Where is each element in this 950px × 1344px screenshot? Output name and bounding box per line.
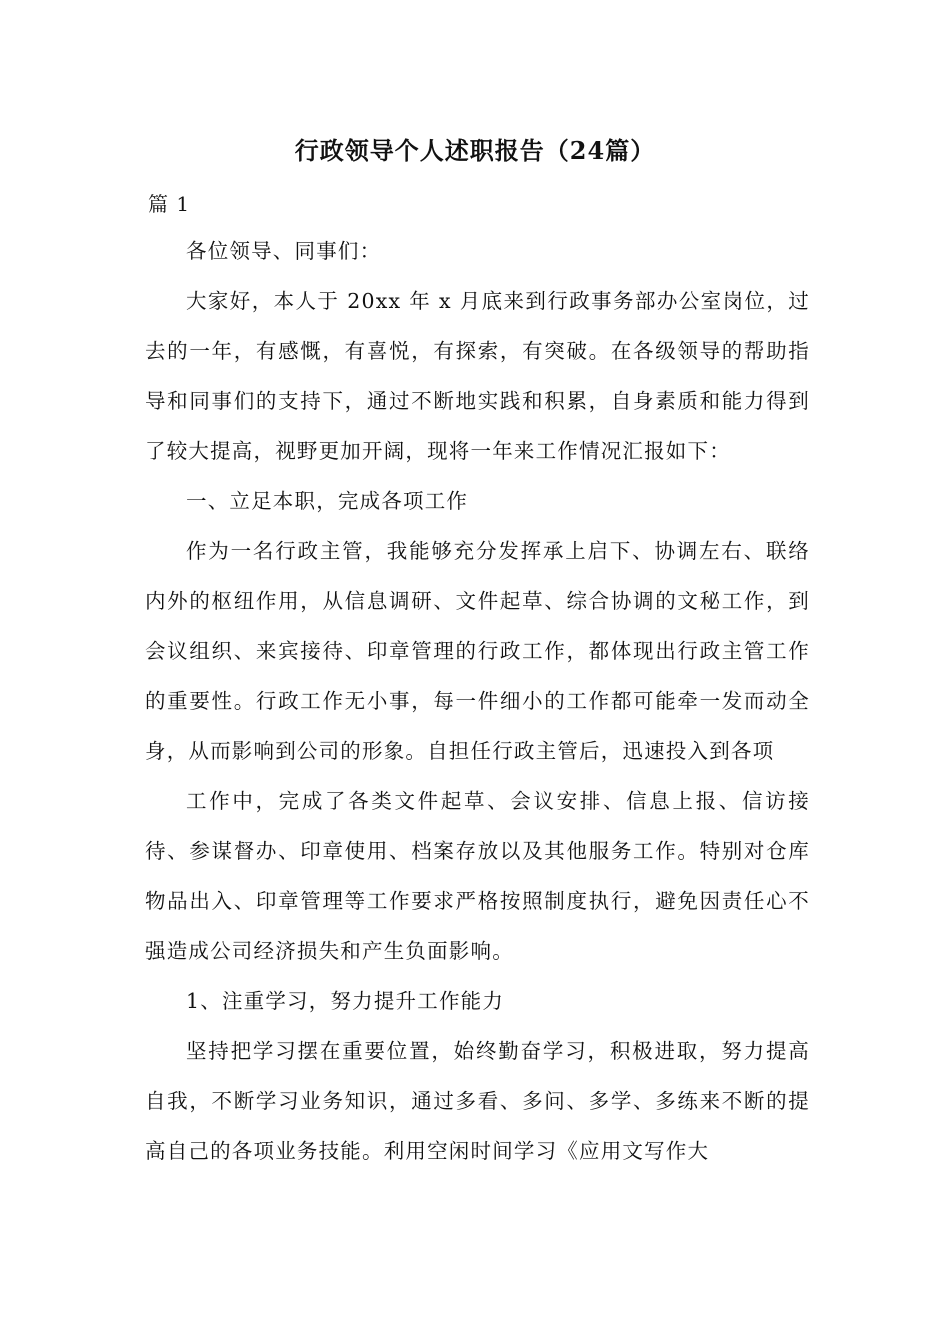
paragraph-study: 坚持把学习摆在重要位置，始终勤奋学习，积极进取，努力提高自我，不断学习业务知识，通过多看、多问、多学、多练来不断的提高自己的各项业务技能。利用空闲时间学习《应用文写作大 [145,1039,810,1163]
document-body [145,226,810,1176]
heading-section-1: 一、立足本职，完成各项工作 [186,489,469,513]
document-title: 行政领导个人述职报告（24篇） [294,136,656,165]
section-label: 篇 1 [148,192,191,216]
heading-subsection-1: 1、注重学习，努力提升工作能力 [186,989,505,1013]
paragraph-greeting: 各位领导、同事们： [186,239,382,263]
paragraph-work: 工作中，完成了各类文件起草、会议安排、信息上报、信访接待、参谋督办、印章使用、档案存放以及其他服务工作。特别对仓库物品出入、印章管理等工作要求严格按照制度执行，避免因责任心不强造成公司经济损失和产生负面影响。 [145,789,810,963]
paragraph-intro: 大家好，本人于 20xx 年 x 月底来到行政事务部办公室岗位，过去的一年，有感慨，有喜悦，有探索，有突破。在各级领导的帮助指导和同事们的支持下，通过不断地实践和积累，自身素质和能力得到了较大提高，视野更加开阔，现将一年来工作情况汇报如下： [145,289,810,463]
paragraph-role: 作为一名行政主管，我能够充分发挥承上启下、协调左右、联络内外的枢纽作用，从信息调研、文件起草、综合协调的文秘工作，到会议组织、来宾接待、印章管理的行政工作，都体现出行政主管工作的重要性。行政工作无小事，每一件细小的工作都可能牵一发而动全身，从而影响到公司的形象。自担任行政主管后，迅速投入到各项 [145,539,810,763]
